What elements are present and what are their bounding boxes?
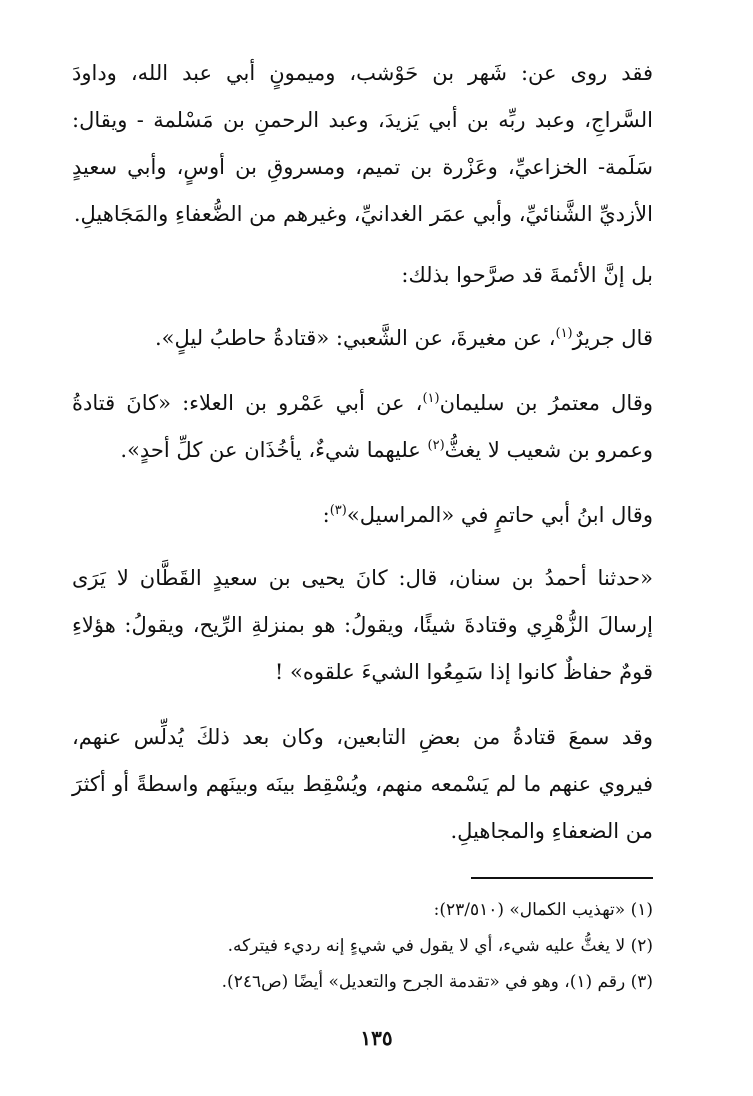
mutamir-quote-rest: عليهما شيءٌ، يأخُذَان عن كلِّ أحدٍ».	[120, 438, 428, 462]
footnote-1: (١) «تهذيب الكمال» (٢٣/٥١٠):	[433, 900, 653, 920]
footnote-ref-2: (٢)	[427, 438, 445, 453]
paragraph-tadlis: وقد سمعَ قتادةُ من بعضِ التابعين، وكان بعد ذلكَ يُدلِّس عنهم، فيروي عنهم ما لم يَسْمعه منهم، ويُسْقِط بينَه وبينَهم واسطةً أو أكثرَ من الضعفاءِ والمجاهيلِ.	[72, 725, 653, 843]
paragraph-ahmad-quote: «حدثنا أحمدُ بن سنان، قال: كانَ يحيى بن سعيدٍ القَطَّان لا يَرَى إرسالَ الزُّهْرِي وقتادةَ شيئًا، ويقولُ: هو بمنزلةِ الرِّيح، ويقولُ: هؤلاءِ قومٌ حفاظٌ كانوا إذا سَمِعُوا الشيءَ علقوه» !	[72, 566, 653, 684]
page-body	[72, 50, 653, 855]
mutamir-quote-middle: ، عن أبي عَمْرو بن العلاء: «كانَ قتادةُ وعمرو بن شعيب لا يغثُّ	[72, 391, 653, 462]
footnote-ref-3: (٣)	[329, 503, 347, 518]
page-number: ١٣٥	[360, 1026, 393, 1050]
paragraph-abi-hatim	[72, 492, 653, 539]
abi-hatim-colon: :	[322, 503, 330, 527]
paragraph-imams-statement: بل إنَّ الأئمةَ قد صرَّحوا بذلك:	[401, 263, 653, 287]
footnote-2: (٢) لا يغثُّ عليه شيء، أي لا يقول في شيءٍ إنه رديء فيتركه.	[227, 936, 653, 956]
footnote-separator	[471, 877, 653, 879]
jarir-quote-text: ، عن مغيرةَ، عن الشَّعبي: «قتادةُ حاطبُ ليلٍ».	[154, 326, 556, 350]
jarir-lead: قال جريرٌ	[572, 326, 653, 350]
footnote-3: (٣) رقم (١)، وهو في «تقدمة الجرح والتعديل» أيضًا (ص٢٤٦).	[221, 972, 653, 992]
paragraph-narrators: فقد روى عن: شَهر بن حَوْشب، وميمونٍ أبي عبد الله، وداودَ السَّراجِ، وعبد ربِّه بن أبي يَزيدَ، وعبد الرحمنِ بن مَسْلمة - ويقال: سَلَمة- الخزاعيِّ، وعَزْرة بن تميم، ومسروقِ بن أوسٍ، وأبي سعيدٍ الأزديِّ الشَّنائيِّ، وأبي عمَر الغدانيِّ، وغيرهم من الضُّعفاءِ والمَجَاهيلِ.	[72, 61, 653, 226]
footnote-ref-1b: (١)	[422, 391, 440, 406]
paragraph-jarir-quote	[72, 315, 653, 362]
footnotes	[72, 892, 653, 1000]
abi-hatim-lead: وقال ابنُ أبي حاتمٍ في «المراسيل»	[346, 503, 653, 527]
mutamir-lead: وقال معتمرُ بن سليمان	[439, 391, 653, 415]
footnote-ref-1: (١)	[555, 326, 573, 341]
paragraph-mutamir-quote	[72, 380, 653, 474]
